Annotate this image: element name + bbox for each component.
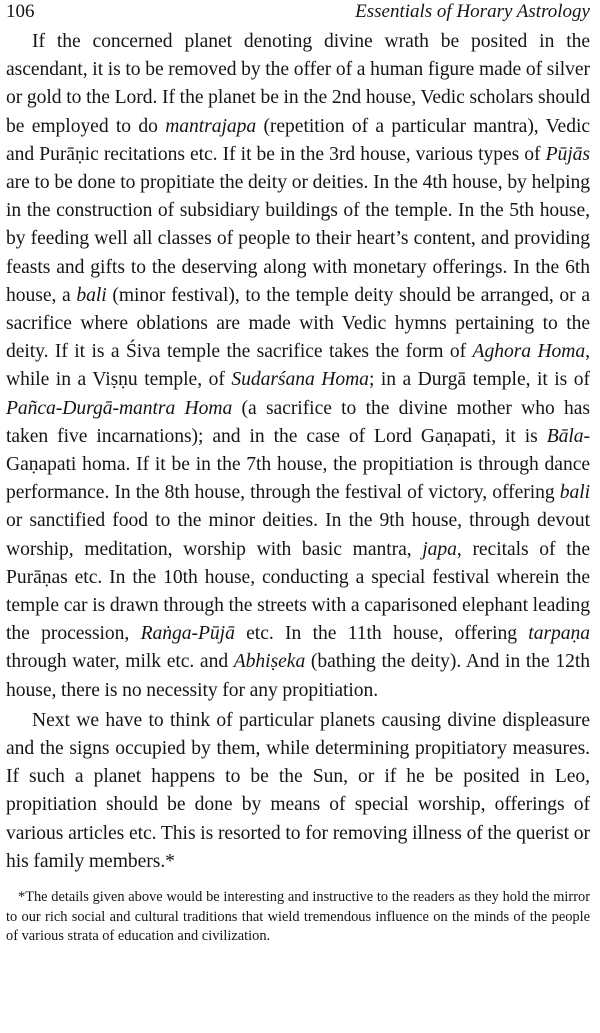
text-run: (a sacrifice to the divine mother who has taken five incarnations); and in the case of Lord Gaṇapati, it is bbox=[6, 397, 590, 447]
text-run: or sanctified food to the minor deities. In the 9th house, through devout worship, meditation, worship with basic mantra, bbox=[6, 510, 590, 560]
italic-term: tarpaṇa bbox=[528, 623, 591, 645]
body-text bbox=[6, 28, 590, 876]
page-number: 106 bbox=[6, 1, 35, 22]
body-paragraph bbox=[6, 707, 590, 876]
running-title: Essentials of Horary Astrology bbox=[355, 1, 590, 22]
italic-term: Pañca-Durgā-mantra Homa bbox=[6, 397, 233, 419]
text-run: , while in a Viṣṇu temple, of bbox=[6, 341, 590, 391]
text-run: (bathing the deity). And in the 12th house, there is no necessity for any propitiation. bbox=[6, 651, 590, 701]
text-run: ; in a Durgā temple, it is of bbox=[368, 369, 590, 391]
body-paragraph bbox=[6, 28, 590, 705]
text-run: , recitals of the Purāṇas etc. In the 10th house, conducting a special festival wherein the temple car is drawn through the streets with a caparisoned elephant leading the procession, bbox=[6, 538, 590, 645]
text-run: through water, milk etc. and bbox=[6, 651, 234, 673]
footnote: *The details given above would be interesting and instructive to the readers as they hold the mirror to our rich social and cultural traditions that wield tremendous influence on the minds of the people of various strata of education and civilization. bbox=[6, 889, 590, 945]
text-run: (repetition of a particular mantra), Vedic and Purāṇic recitations etc. If it be in the 3rd house, various types of bbox=[6, 115, 590, 165]
italic-term: Aghora Homa bbox=[472, 341, 586, 363]
page-header bbox=[6, 0, 590, 28]
italic-term: Bāla- bbox=[546, 425, 590, 447]
italic-term: Sudarśana Homa bbox=[231, 369, 369, 391]
italic-term: Raṅga-Pūjā bbox=[140, 623, 235, 645]
text-run: etc. In the 11th house, offering bbox=[234, 623, 529, 645]
text-run: If the concerned planet denoting divine wrath be posited in the ascendant, it is to be removed by the offer of a human figure made of silver or gold to the Lord. If the planet be in the 2nd house, Vedic scholars should be employed to do bbox=[6, 31, 590, 137]
italic-term: Pūjās bbox=[545, 143, 590, 165]
italic-term: mantrajapa bbox=[165, 115, 257, 137]
text-run: are to be done to propitiate the deity or deities. In the 4th house, by helping in the construction of subsidiary buildings of the temple. In the 5th house, by feeding well all classes of people to their heart’s content, and providing feasts and gifts to the deserving along with monetary offerings. In the 6th house, a bbox=[6, 172, 590, 306]
italic-term: japa bbox=[422, 538, 457, 560]
text-run: Gaṇapati homa. If it be in the 7th house, the propitiation is through dance performance. In the 8th house, through the festival of victory, offering bbox=[6, 454, 590, 504]
text-run: (minor festival), to the temple deity should be arranged, or a sacrifice where oblations are made with Vedic hymns pertaining to the deity. If it is a Śiva temple the sacrifice takes the form of bbox=[6, 284, 590, 363]
italic-term: Abhiṣeka bbox=[233, 651, 306, 673]
italic-term: bali bbox=[559, 482, 590, 504]
italic-term: bali bbox=[76, 284, 107, 306]
text-run: Next we have to think of particular planets causing divine displeasure and the signs occupied by them, while determining propitiatory measures. If such a planet happens to be the Sun, or if he be posited in Leo, propitiation should be done by means of special worship, offerings of various articles etc. This is resorted to for removing illness of the querist or his family members.* bbox=[6, 709, 590, 872]
